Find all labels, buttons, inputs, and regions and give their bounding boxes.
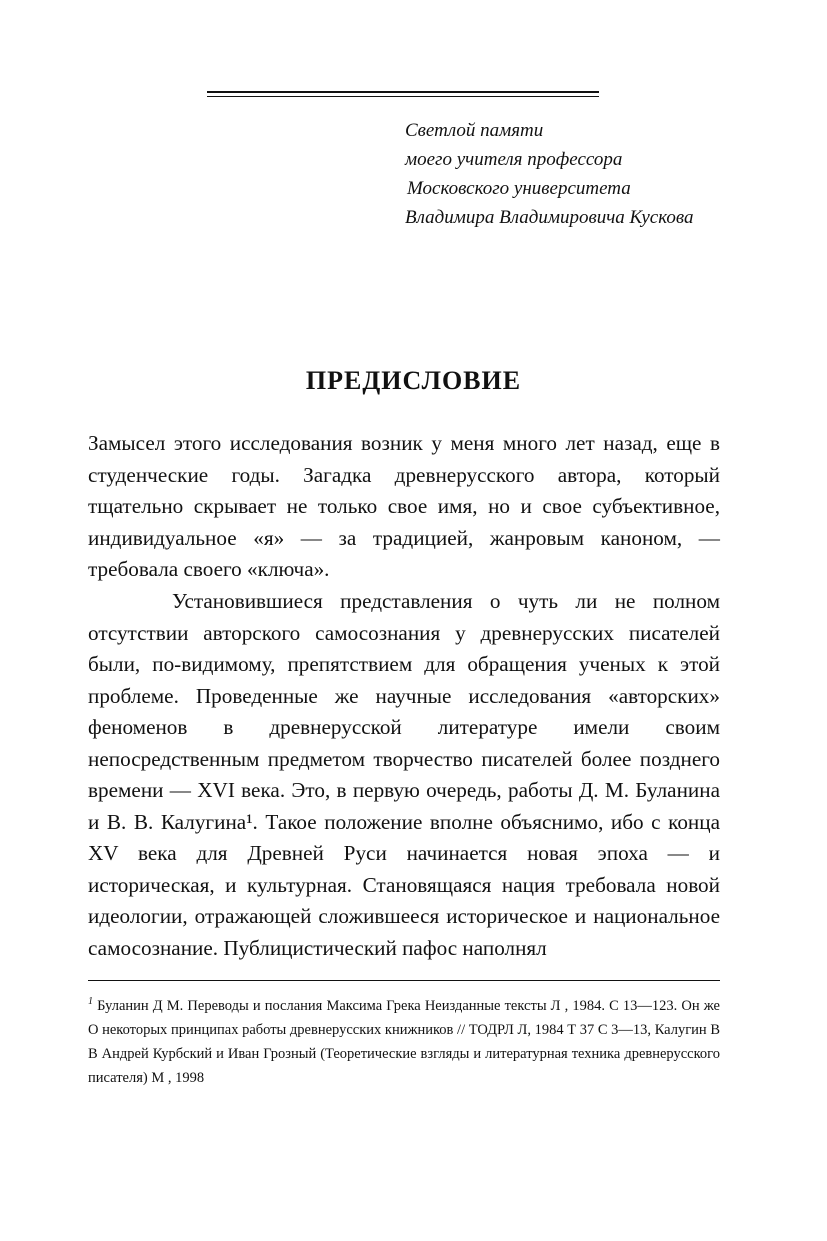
dedication-line: Владимира Владимировича Кускова: [405, 207, 694, 228]
dedication-line: Московского университета: [407, 178, 631, 199]
top-double-rule: [207, 91, 599, 97]
footnote-divider: [88, 980, 720, 981]
footnote: [88, 990, 720, 1090]
dedication: [405, 116, 785, 232]
footnote-text: Буланин Д М. Переводы и послания Максима Грека Неизданные тексты Л , 1984. С 13—123. Он же О некоторых принципах работы древнерусских книжников // ТОДРЛ Л, 1984 Т 37 С 3—13, Калугин В В Андрей Курбский и Иван Грозный (Теоретические взгляды и литературная техника древнерусского писателя) М , 1998: [88, 997, 720, 1086]
paragraph-2: Установившиеся представления о чуть ли не полном отсутствии авторского самосознания у древнерусских писателей были, по-видимому, препятствием для обращения ученых к этой проблеме. Проведенные же научные исследования «авторских» феноменов в древнерусской литературе имели своим непосредственным предметом творчество писателей более позднего времени — XVI века. Это, в первую очередь, работы Д. М. Буланина и В. В. Калугина¹. Такое положение вполне объяснимо, ибо с конца XV века для Древней Руси начинается новая эпоха — и историческая, и культурная. Становящаяся нация требовала новой идеологии, отражающей сложившееся историческое и национальное самосознание. Публицистический пафос наполнял: [88, 589, 720, 960]
dedication-line: моего учителя профессора: [405, 149, 623, 170]
chapter-heading: ПРЕДИСЛОВИЕ: [305, 366, 522, 395]
dedication-line: Светлой памяти: [405, 120, 544, 141]
paragraph-1: Замысел этого исследования возник у меня много лет назад, еще в студенческие годы. Загадка древнерусского автора, который тщательно скрывает не только свое имя, но и свое субъективное, индивидуальное «я» — за традицией, жанровым каноном, — требовала своего «ключа».: [88, 431, 720, 581]
footnote-marker: 1: [88, 996, 93, 1007]
